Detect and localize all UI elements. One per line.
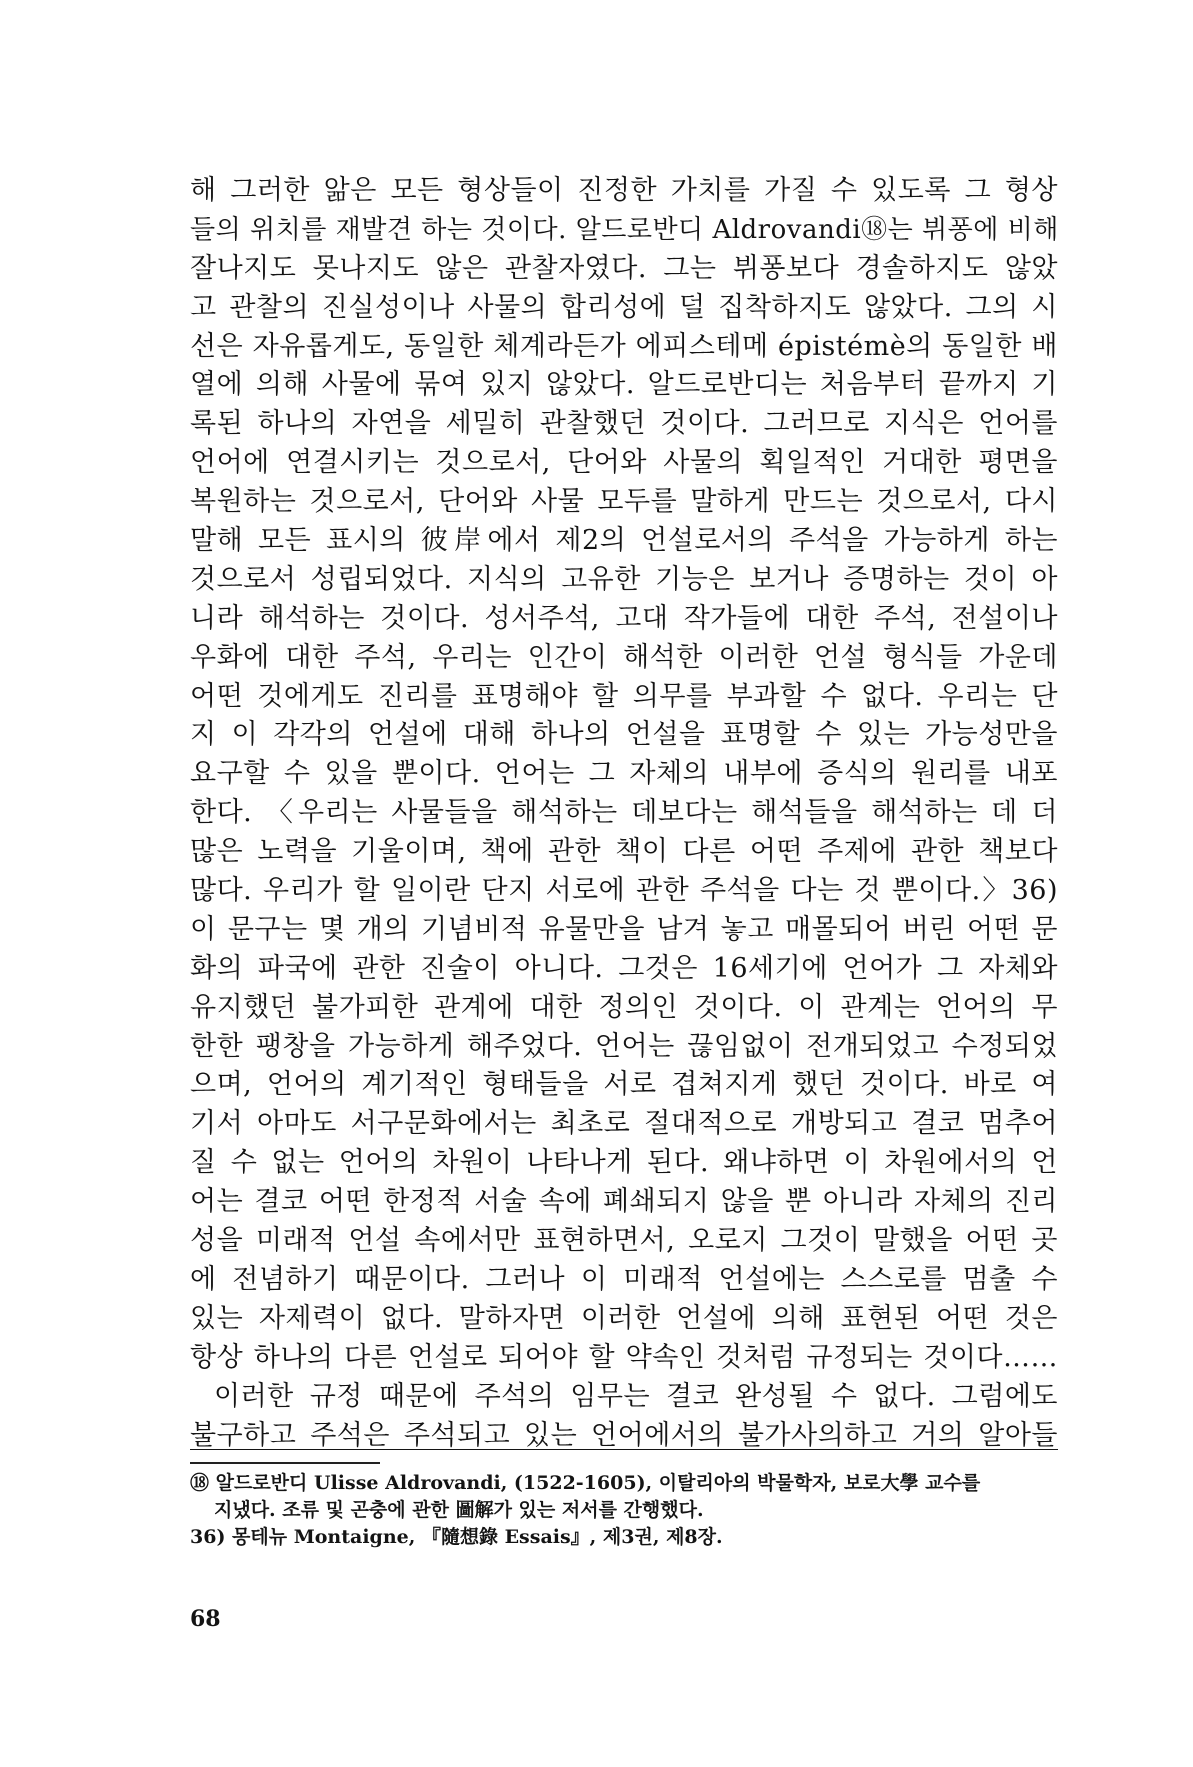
footnote-36: 36) 몽테뉴 Montaigne, 『隨想錄 Essais』, 제3권, 제8장. <box>190 1526 723 1548</box>
text-line: 록된 하나의 자연을 세밀히 관찰했던 것이다. 그러므로 지식은 언어를 <box>190 408 1058 440</box>
text-line: 한한 팽창을 가능하게 해주었다. 언어는 끊임없이 전개되었고 수정되었 <box>190 1030 1058 1062</box>
footnote-18-continued: 지냈다. 조류 및 곤충에 관한 圖解가 있는 저서를 간행했다. <box>214 1499 704 1521</box>
footnote-divider <box>190 1462 380 1464</box>
text-line: 요구할 수 있을 뿐이다. 언어는 그 자체의 내부에 증식의 원리를 내포 <box>190 758 1058 790</box>
text-line: 어떤 것에게도 진리를 표명해야 할 의무를 부과할 수 없다. 우리는 단 <box>190 680 1058 712</box>
text-line: 많은 노력을 기울이며, 책에 관한 책이 다른 어떤 주제에 관한 책보다 <box>190 836 1058 868</box>
text-line: 열에 의해 사물에 묶여 있지 않았다. 알드로반디는 처음부터 끝까지 기 <box>190 369 1058 401</box>
text-line: 해 그러한 앎은 모든 형상들이 진정한 가치를 가질 수 있도록 그 형상 <box>190 175 1058 206</box>
text-line: 기서 아마도 서구문화에서는 최초로 절대적으로 개방되고 결코 멈추어 <box>190 1108 1058 1140</box>
text-line: 많다. 우리가 할 일이란 단지 서로에 관한 주석을 다는 것 뿐이다.〉36) <box>190 875 1058 907</box>
text-line: 들의 위치를 재발견 하는 것이다. 알드로반디 Aldrovandi⑱는 뷔퐁에 비해 <box>190 214 1059 245</box>
text-line: 것으로서 성립되었다. 지식의 고유한 기능은 보거나 증명하는 것이 아 <box>190 563 1058 595</box>
text-line: 유지했던 불가피한 관계에 대한 정의인 것이다. 이 관계는 언어의 무 <box>190 991 1058 1023</box>
body-text <box>190 172 1058 1455</box>
text-line: 질 수 없는 언어의 차원이 나타나게 된다. 왜냐하면 이 차원에서의 언 <box>190 1147 1058 1179</box>
text-line: 지 이 각각의 언설에 대해 하나의 언설을 표명할 수 있는 가능성만을 <box>190 719 1058 751</box>
text-line: 우화에 대한 주석, 우리는 인간이 해석한 이러한 언설 형식들 가운데 <box>190 641 1058 673</box>
text-line: 한다. 〈우리는 사물들을 해석하는 데보다는 해석들을 해석하는 데 더 <box>190 797 1058 829</box>
text-line: 으며, 언어의 계기적인 형태들을 서로 겹쳐지게 했던 것이다. 바로 여 <box>190 1069 1058 1101</box>
text-line: 에 전념하기 때문이다. 그러나 이 미래적 언설에는 스스로를 멈출 수 <box>190 1263 1058 1295</box>
text-line: 복원하는 것으로서, 단어와 사물 모두를 말하게 만드는 것으로서, 다시 <box>190 486 1058 518</box>
text-line: 고 관찰의 진실성이나 사물의 합리성에 덜 집착하지도 않았다. 그의 시 <box>190 291 1058 323</box>
text-line: 말해 모든 표시의 彼岸에서 제2의 언설로서의 주석을 가능하게 하는 <box>190 525 1058 557</box>
text-line-underlined: 불구하고 주석은 주석되고 있는 언어에서의 불가사의하고 거의 알아들 <box>190 1419 1058 1451</box>
text-line: 성을 미래적 언설 속에서만 표현하면서, 오로지 그것이 말했을 어떤 곳 <box>190 1225 1058 1257</box>
text-line: 잘나지도 못나지도 않은 관찰자였다. 그는 뷔퐁보다 경솔하지도 않았 <box>190 252 1058 284</box>
text-line: 니라 해석하는 것이다. 성서주석, 고대 작가들에 대한 주석, 전설이나 <box>190 602 1058 634</box>
text-line: 어는 결코 어떤 한정적 서술 속에 폐쇄되지 않을 뿐 아니라 자체의 진리 <box>190 1186 1058 1218</box>
text-line: 언어에 연결시키는 것으로서, 단어와 사물의 획일적인 거대한 평면을 <box>190 447 1058 479</box>
text-line: 있는 자제력이 없다. 말하자면 이러한 언설에 의해 표현된 어떤 것은 <box>190 1302 1058 1334</box>
text-line: 선은 자유롭게도, 동일한 체계라든가 에피스테메 épistémè의 동일한 배 <box>190 330 1058 362</box>
footnotes <box>190 1470 1058 1551</box>
text-line: 화의 파국에 관한 진술이 아니다. 그것은 16세기에 언어가 그 자체와 <box>190 952 1058 984</box>
text-line: 이 문구는 몇 개의 기념비적 유물만을 남겨 놓고 매몰되어 버린 어떤 문 <box>190 913 1058 945</box>
footnote-18: ⑱ 알드로반디 Ulisse Aldrovandi, (1522-1605), 이탈리아의 박물학자, 보로大學 교수를 <box>190 1472 981 1494</box>
text-line-indented: 이러한 규정 때문에 주석의 임무는 결코 완성될 수 없다. 그럼에도 <box>214 1380 1058 1412</box>
text-line: 항상 하나의 다른 언설로 되어야 할 약속인 것처럼 규정되는 것이다…… <box>190 1341 1058 1373</box>
page-number: 68 <box>190 1606 221 1632</box>
